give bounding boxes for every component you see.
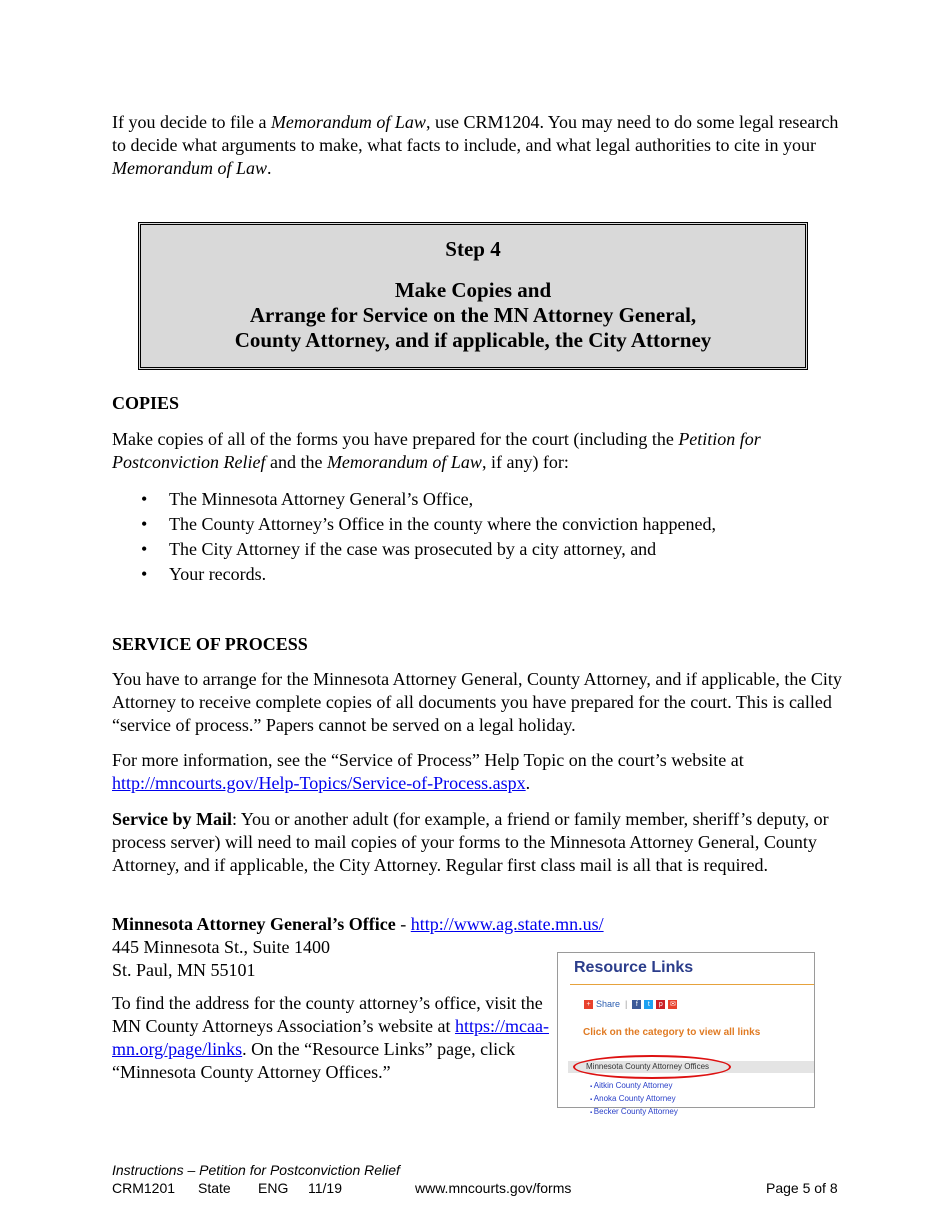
twitter-icon: t xyxy=(644,1000,653,1009)
step-title-line-3: County Attorney, and if applicable, the City Attorney xyxy=(234,328,712,352)
footer-state: State xyxy=(198,1180,231,1196)
service-by-mail-label: Service by Mail xyxy=(112,809,232,829)
footer-date: 11/19 xyxy=(308,1180,342,1196)
title-divider xyxy=(570,984,814,985)
more-info-paragraph: For more information, see the “Service of Process” Help Topic on the court’s website at http://mncourts.gov/Help-Topics/Service-of-Process.aspx. xyxy=(112,750,744,793)
resource-links-title: Resource Links xyxy=(574,959,694,976)
facebook-icon: f xyxy=(632,1000,641,1009)
county-attorney-offices-category: Minnesota County Attorney Offices xyxy=(586,1062,710,1071)
step-title-line-2: Arrange for Service on the MN Attorney General, xyxy=(249,303,697,327)
service-by-mail-paragraph: Service by Mail: You or another adult (for example, a friend or family member, sheriff’s deputy, or process server) will need to mail copies of your forms to the Minnesota Attorney General, County Attorney, and if applicable, the City Attorney. Regular first class mail is all that is required. xyxy=(112,809,829,875)
list-item: • The County Attorney’s Office in the county where the conviction happened, xyxy=(141,513,841,538)
list-item: • The City Attorney if the case was prosecuted by a city attorney, and xyxy=(141,538,841,563)
footer-url: www.mncourts.gov/forms xyxy=(415,1180,572,1196)
share-bar xyxy=(584,993,677,1016)
step-4-box xyxy=(138,222,808,370)
highlight-oval xyxy=(573,1055,731,1079)
ag-office-line: Minnesota Attorney General’s Office - http://www.ag.state.mn.us/ xyxy=(112,914,604,934)
pinterest-icon: p xyxy=(656,1000,665,1009)
step-number: Step 4 xyxy=(445,237,501,261)
footer-title: Instructions – Petition for Postconviction Relief xyxy=(112,1162,400,1178)
divider: | xyxy=(625,999,628,1009)
ag-address-line-1: 445 Minnesota St., Suite 1400 xyxy=(112,937,331,957)
copies-list xyxy=(141,488,841,588)
list-item: ▪ Anoka County Attorney xyxy=(590,1093,678,1106)
service-paragraph: You have to arrange for the Minnesota Attorney General, County Attorney, and if applicable, the City Attorney to receive complete copies of all documents you have prepared for the court. This is called “service of process.” Papers cannot be served on a legal holiday. xyxy=(112,669,842,735)
footer-form-number: CRM1201 xyxy=(112,1180,176,1196)
copies-paragraph: Make copies of all of the forms you have prepared for the court (including the Petition for Postconviction Relief and the Memorandum of Law, if any) for: xyxy=(112,429,761,472)
resource-links-screenshot xyxy=(557,952,815,1116)
plus-icon: + xyxy=(584,1000,593,1009)
footer-language: ENG xyxy=(258,1180,289,1196)
list-item: • Your records. xyxy=(141,563,841,588)
service-of-process-link[interactable]: http://mncourts.gov/Help-Topics/Service-of-Process.aspx xyxy=(112,773,526,793)
intro-paragraph: If you decide to file a Memorandum of Law, use CRM1204. You may need to do some legal research to decide what arguments to make, what facts to include, and what legal authorities to cite in your Memorandum of Law. xyxy=(112,112,839,178)
ag-address-line-2: St. Paul, MN 55101 xyxy=(112,960,256,980)
list-item: • The Minnesota Attorney General’s Office, xyxy=(141,488,841,513)
list-item: ▪ Aitkin County Attorney xyxy=(590,1080,678,1093)
copies-heading: COPIES xyxy=(112,393,180,413)
mcaa-links-link[interactable]: https://mcaa-mn.org/page/links xyxy=(112,1016,549,1059)
county-attorney-paragraph: To find the address for the county attorney’s office, visit the MN County Attorneys Association’s website at https://mcaa-mn.org/page/links. On the “Resource Links” page, click “Minnesota County Attorney Offices.” xyxy=(112,993,549,1082)
share-label: Share xyxy=(596,999,621,1009)
category-instruction: Click on the category to view all links xyxy=(583,1027,761,1038)
ag-website-link[interactable]: http://www.ag.state.mn.us/ xyxy=(410,914,604,934)
list-item: ▪ Becker County Attorney xyxy=(590,1106,678,1119)
step-title-line-1: Make Copies and xyxy=(394,278,552,302)
email-icon: ✉ xyxy=(669,1001,676,1008)
county-list xyxy=(590,1080,678,1119)
service-heading: SERVICE OF PROCESS xyxy=(112,634,308,654)
ag-office-name: Minnesota Attorney General’s Office xyxy=(112,914,396,934)
footer-page-number: Page 5 of 8 xyxy=(766,1180,838,1196)
